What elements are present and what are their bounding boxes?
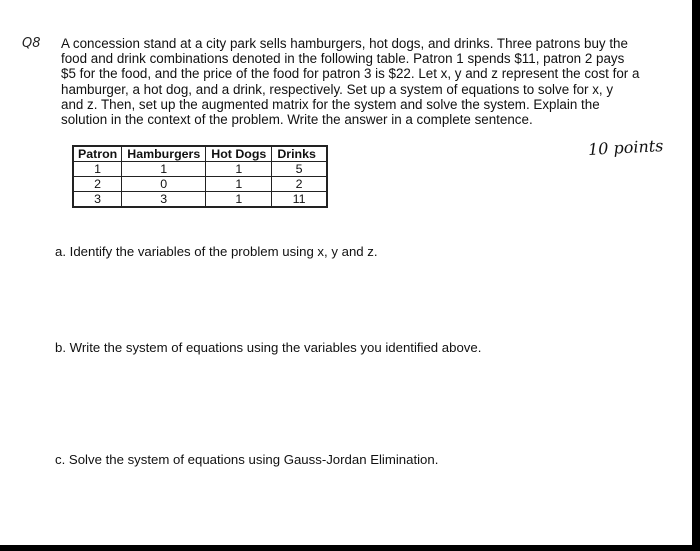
table-row [73, 162, 327, 177]
prompt-line: hamburger, a hot dog, and a drink, respectively. Set up a system of equations to solve for x, y [61, 81, 614, 97]
header-drinks: Drinks [272, 146, 327, 162]
prompt-line: A concession stand at a city park sells hamburgers, hot dogs, and drinks. Three patrons buy the [61, 36, 628, 51]
table-cell: 2 [272, 177, 327, 192]
prompt-line: solution in the context of the problem. Write the answer in a complete sentence. [61, 112, 533, 128]
table-row [73, 177, 327, 192]
table-cell: 3 [122, 192, 206, 208]
points-handwritten-note: 10 points [587, 136, 664, 159]
table-cell: 1 [206, 162, 272, 177]
part-a-prompt: a. Identify the variables of the problem using x, y and z. [55, 244, 378, 259]
table-cell: 0 [122, 177, 206, 192]
purchase-table [72, 145, 328, 208]
table-cell: 1 [206, 177, 272, 192]
header-hot-dogs: Hot Dogs [206, 146, 272, 162]
question-number: Q8 [22, 36, 41, 51]
prompt-line: and z. Then, set up the augmented matrix for the system and solve the system. Explain the [61, 96, 600, 112]
table-cell: 1 [122, 162, 206, 177]
question-prompt [61, 36, 676, 127]
prompt-line: $5 for the food, and the price of the food for patron 3 is $22. Let x, y and z represent the cost for a [61, 66, 640, 82]
table-cell: 2 [73, 177, 122, 192]
table-row [73, 192, 327, 208]
part-b-prompt: b. Write the system of equations using the variables you identified above. [55, 340, 482, 355]
part-c-prompt: c. Solve the system of equations using Gauss-Jordan Elimination. [55, 452, 439, 467]
header-hamburgers: Hamburgers [122, 146, 206, 162]
table-header-row [73, 146, 327, 162]
header-patron: Patron [73, 146, 122, 162]
table-cell: 1 [73, 162, 122, 177]
table-cell: 5 [272, 162, 327, 177]
table-cell: 3 [73, 192, 122, 208]
table-cell: 11 [272, 192, 327, 208]
table-cell: 1 [206, 192, 272, 208]
prompt-line: food and drink combinations denoted in the following table. Patron 1 spends $11, patron 2 pays [61, 51, 625, 67]
